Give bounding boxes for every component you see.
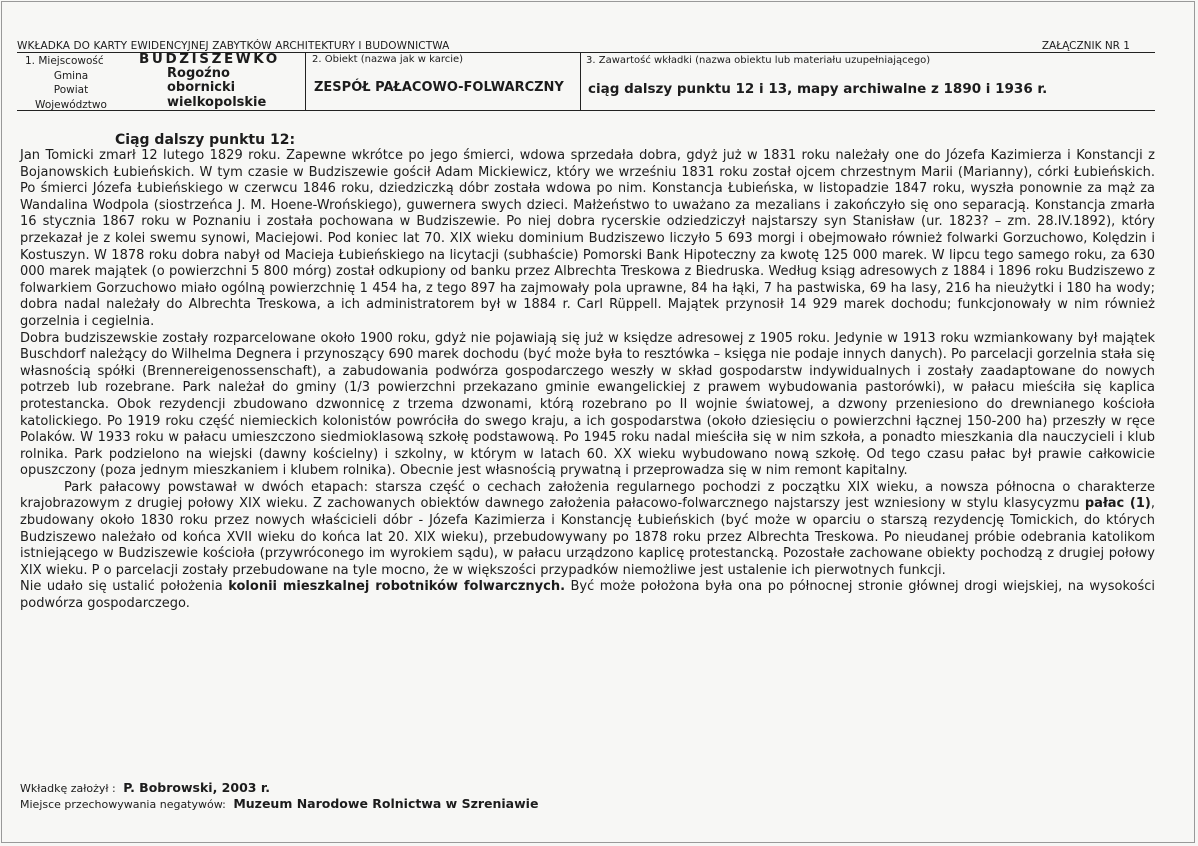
label-gmina: Gmina [53, 69, 89, 82]
gmina-value: Rogoźno [167, 65, 230, 81]
label-wojewodztwo: Województwo [35, 98, 107, 111]
location-labels [22, 54, 145, 112]
paragraph-1: Jan Tomicki zmarł 12 lutego 1829 roku. Zapewne wkrótce po jego śmierci, wdowa sprzedała dobra, gdyż już w 1831 roku należały one do Józefa Kazimierza i Konstancji z Bojanowskich Łubieńskich. W tym czasie w Budziszewie gościł Adam Mickiewicz, który we wrześniu 1831 roku został ojcem chrzestnym Marii (Marianny), córki Łubieńskich. Po śmierci Józefa Łubieńskiego w czerwcu 1846 roku, dziedziczką dóbr została wdowa po nim. Konstancja Łubieńska, w listopadzie 1847 roku, wyszła ponownie za mąż za Wandalina Wodpola (siostrzeńca J. M. Hoene-Wrońskiego), guwernera swych dzieci. Małżeństwo to uważano za mezalians i zakończyło się ono separacją. Konstancja zmarła 16 stycznia 1867 roku w Poznaniu i została pochowana w Budziszewie. Po niej dobra rycerskie odziedziczył najstarszy syn Stanisław (ur. 1823? – zm. 28.IV.1892), który przekazał je z kolei swemu synowi, Maciejowi. Pod koniec lat 70. XIX wieku dominium Budziszewo liczyło 5 693 morgi i obejmowało również folwarki Gorzuchowo, Kolędzin i Kostuszyn. W 1878 roku dobra nabył od Macieja Łubieńskiego na licytacji (subhaście) Pomorski Bank Hipoteczny za kwotę 125 000 marek. W lipcu tego samego roku, za 630 000 marek majątek (o powierzchni 5 800 mórg) został odkupiony od banku przez Albrechta Treskowa z Biedruska. Według ksiąg adresowych z 1884 i 1896 roku Budziszewo z folwarkiem Gorzuchowo miało ogólną powierzchnię 1 454 ha, z tego 897 ha zajmowały pola uprawne, 84 ha łąki, 7 ha pastwiska, 69 ha lasy, 216 ha nieużytki i 180 ha wody; dobra nadal należały do Albrechta Treskowa, a ich administratorem był w 1884 r. Carl Rüppell. Majątek przynosił 14 929 marek dochodu; funkcjonowały w nim również gorzelnia i cegielnia. [20, 148, 1155, 329]
paragraph-4-bold: kolonii mieszkalnej robotników folwarcznych. [228, 579, 566, 595]
author-value: P. Bobrowski, 2003 r. [123, 780, 270, 795]
paragraph-3-part-b: , zbudowany około 1830 roku przez nowych właścicieli dóbr - Józefa Kazimierza i Konstancję Łubieńskich (być może w oparciu o starszą rezydencję Tomickich, do których Budziszewo należało od końca XVII wieku do końca lat 20. XIX wieku), przebudowywany po 1878 roku przez Albrechta Treskowa. Po nieudanej próbie odebrania katolikom istniejącego w Budziszewie kościoła (przywróconego im wyrokiem sądu), w pałacu urządzono kaplicę protestancką. Pozostałe zachowane obiekty pochodzą z drugiej połowy XIX wieku. P o parcelacji zostały przebudowane na tyle mocno, że w większości przypadków niemożliwe jest ustalenie ich pierwotnych funkcji. [20, 496, 1155, 578]
label-powiat: Powiat [53, 84, 89, 96]
paragraph-3-part-a: Park pałacowy powstawał w dwóch etapach: starsza część o cechach założenia regularnego pochodzi z początku XIX wieku, a nowsza północna o charakterze krajobrazowym z drugiej połowy XIX wieku. Z zachowanych obiektów dawnego założenia pałacowo-folwarcznego najstarszy jest wzniesiony w stylu klasycyzmu [20, 479, 1155, 512]
storage-value: Muzeum Narodowe Rolnictwa w Szreniawie [233, 796, 539, 811]
paragraph-4-part-b: Być może położona była ona po północnej stronie głównej drogi wiejskiej, na wysokości podwórza gospodarczego. [20, 579, 1156, 612]
content-label: 3. Zawartość wkładki (nazwa obiektu lub materiału uzupełniającego) [586, 55, 931, 66]
footer-author [20, 780, 270, 795]
powiat-value: obornicki [167, 80, 236, 95]
section-heading: Ciąg dalszy punktu 12: [115, 132, 296, 148]
content-value: ciąg dalszy punktu 12 i 13, mapy archiwalne z 1890 i 1936 r. [588, 81, 1048, 97]
paragraph-3-bold: pałac (1) [1084, 496, 1151, 512]
author-label: Wkładkę założył : [20, 782, 116, 795]
header-rule-bottom [17, 110, 1155, 111]
wojewodztwo-value: wielkopolskie [167, 94, 267, 110]
body-text [20, 148, 1155, 613]
town-name: BUDZISZEWKO [139, 51, 280, 67]
column-divider-2 [580, 52, 581, 110]
location-values [139, 52, 280, 110]
column-divider-1 [305, 52, 306, 110]
document-title: WKŁADKA DO KARTY EWIDENCYJNEJ ZABYTKÓW ARCHITEKTURY I BUDOWNICTWA [17, 40, 450, 52]
footer-storage [20, 796, 538, 811]
paragraph-4 [20, 579, 1155, 612]
label-miejscowosc: 1. Miejscowość [25, 55, 104, 67]
object-label: 2. Obiekt (nazwa jak w karcie) [312, 54, 464, 65]
paragraph-2: Dobra budziszewskie zostały rozparcelowane około 1900 roku, gdyż nie pojawiają się już w księdze adresowej z 1905 roku. Jedynie w 1913 roku wzmiankowany był majątek Buschdorf należący do Wilhelma Degnera i przynoszący 690 marek dochodu (być może była to resztówka – księga nie podaje innych danych). Po parcelacji gorzelnia stała się własnością spółki (Brennereigenossenschaft), a zabudowania podwórza gospodarczego weszły w skład gospodarstw indywidualnych i zostały zaadaptowane do nowych potrzeb lub rozebrane. Park należał do gminy (1/3 powierzchni przekazano gminie ewangelickiej z prawem wybudowania pastorówki), w pałacu mieściła się kaplica protestancka. Obok rezydencji zbudowano dzwonnicę z trzema dzwonami, którą rozebrano po II wojnie światowej, a dzwony przeniesiono do drewnianego kościoła katolickiego. Po 1919 roku część niemieckich kolonistów powróciła do swego kraju, a ich gospodarstwa (około dziesięciu o powierzchni łącznej 150-200 ha) przeszły w ręce Polaków. W 1933 roku w pałacu umieszczono siedmioklasową szkołę podstawową. Po 1945 roku nadal mieściła się w nim szkoła, a ponadto mieszkania dla nauczycieli i klub rolnika. Park podzielono na wiejski (dawny kościelny) i szkolny, w którym w latach 60. XX wieku wybudowano nową szkołę. Od tego czasu pałac był prawie całkowicie opuszczony (poza jednym mieszkaniem i klubem rolnika). Obecnie jest własnością prywatną i przeprowadza się w nim remont kapitalny. [20, 330, 1155, 479]
attachment-number: ZAŁĄCZNIK NR 1 [1041, 40, 1130, 52]
paragraph-4-part-a: Nie udało się ustalić położenia [20, 579, 229, 595]
paragraph-3 [20, 480, 1155, 580]
object-value: ZESPÓŁ PAŁACOWO-FOLWARCZNY [314, 80, 564, 95]
storage-label: Miejsce przechowywania negatywów: [20, 798, 226, 811]
